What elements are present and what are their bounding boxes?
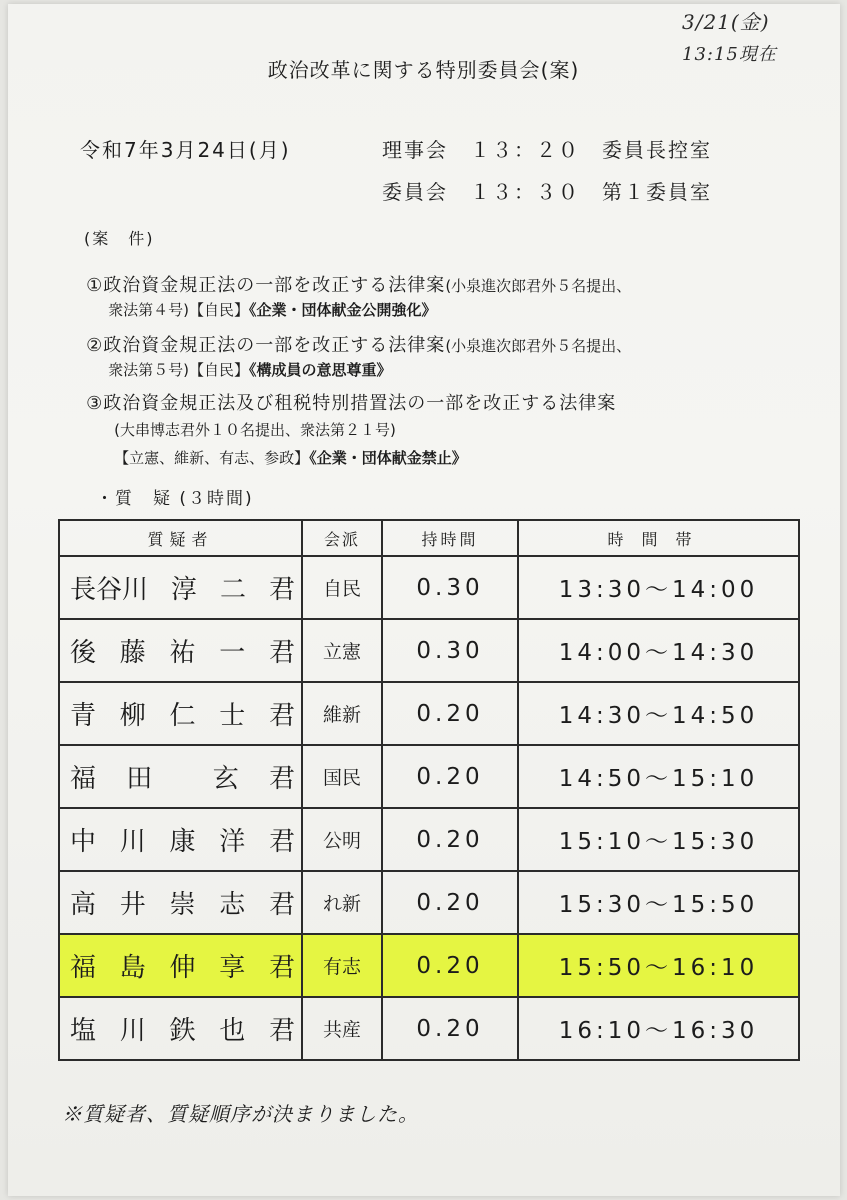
- table-row: [59, 934, 799, 997]
- name-char: 柳: [119, 701, 146, 731]
- agenda-item-2-summary: 《構成員の意思尊重》: [249, 361, 392, 379]
- timeslot-cell: 16:10〜16:30: [518, 997, 799, 1060]
- name-char: 中: [70, 827, 97, 857]
- name-char: 田: [126, 764, 153, 794]
- table-row: [59, 871, 799, 934]
- name-char: 青: [70, 701, 97, 731]
- name-char: 祐: [169, 638, 196, 668]
- agenda-item-3-bill-no: (大串博志君外１０名提出、衆法第２１号): [114, 421, 396, 439]
- questioner-name-text: [60, 569, 301, 606]
- timeslot-cell: 15:50〜16:10: [518, 934, 799, 997]
- name-char: 塩: [70, 1016, 97, 1046]
- duration-cell: 0.20: [382, 871, 518, 934]
- handwritten-date: 3/21(金): [682, 10, 770, 34]
- name-char: 川: [119, 827, 146, 857]
- faction-cell: 共産: [302, 997, 382, 1060]
- name-char: 康: [169, 827, 196, 857]
- agenda-item-3-title: ③政治資金規正法及び租税特別措置法の一部を改正する法律案: [86, 393, 617, 414]
- agenda-item-3-summary: 《企業・団体献金禁止》: [309, 449, 467, 467]
- name-char: 後: [70, 638, 97, 668]
- timeslot-cell: 15:30〜15:50: [518, 871, 799, 934]
- timeslot-cell: 14:30〜14:50: [518, 682, 799, 745]
- faction-cell: 立憲: [302, 619, 382, 682]
- name-char: 福: [70, 764, 97, 794]
- name-char: 君: [268, 701, 295, 731]
- faction-cell: 公明: [302, 808, 382, 871]
- table-header-row: [59, 520, 799, 556]
- name-char: 君: [268, 827, 295, 857]
- table-row: [59, 997, 799, 1060]
- table-row: [59, 556, 799, 619]
- column-header-timeslot: 時間帯: [518, 520, 799, 556]
- duration-cell: 0.20: [382, 745, 518, 808]
- agenda-item-1-title: ①政治資金規正法の一部を改正する法律案: [86, 275, 446, 296]
- name-char: 一: [219, 638, 246, 668]
- name-char: 崇: [169, 890, 196, 920]
- name-char: 也: [219, 1016, 246, 1046]
- questioner-name: [59, 997, 302, 1060]
- faction-cell: 自民: [302, 556, 382, 619]
- name-char: 君: [268, 1016, 295, 1046]
- questioner-name-text: [60, 884, 301, 921]
- meeting-date: 令和7年3月24日(月): [80, 138, 291, 162]
- questioner-name: [59, 808, 302, 871]
- name-char: 福: [70, 953, 97, 983]
- questioner-name-text: [60, 821, 301, 858]
- agenda-item-2-bill-no: 衆法第５号)【自民】: [108, 361, 250, 379]
- name-char: 玄: [212, 764, 239, 794]
- name-char: 君: [268, 638, 295, 668]
- agenda-item-1-bill-no: 衆法第４号)【自民】: [108, 301, 250, 319]
- duration-cell: 0.30: [382, 556, 518, 619]
- timeslot-cell: 13:30〜14:00: [518, 556, 799, 619]
- name-char: 志: [219, 890, 246, 920]
- questioner-name-text: [60, 695, 301, 732]
- questioner-name-text: [60, 1010, 301, 1047]
- name-char: 淳: [170, 575, 197, 605]
- questioner-name: [59, 871, 302, 934]
- name-char: 仁: [169, 701, 196, 731]
- name-char: 君: [268, 890, 295, 920]
- name-char: 君: [268, 953, 295, 983]
- questioner-name: [59, 682, 302, 745]
- questioner-table: [58, 519, 800, 1061]
- timeslot-cell: 15:10〜15:30: [518, 808, 799, 871]
- column-header-faction: 会派: [302, 520, 382, 556]
- table-row: [59, 745, 799, 808]
- questions-heading: ・質 疑 (３時間): [96, 489, 254, 509]
- name-char: 君: [268, 575, 295, 605]
- name-char: 君: [268, 764, 295, 794]
- questioner-name-text: [60, 632, 301, 669]
- name-char: 享: [219, 953, 246, 983]
- name-char: 鉄: [169, 1016, 196, 1046]
- agenda-item-1-note: (小泉進次郎君外５名提出、: [445, 277, 632, 295]
- agenda-item-2-title: ②政治資金規正法の一部を改正する法律案: [86, 335, 446, 356]
- timeslot-cell: 14:00〜14:30: [518, 619, 799, 682]
- agenda-heading: (案 件): [84, 229, 155, 248]
- questioner-name-text: [60, 947, 301, 984]
- questioner-name: [59, 934, 302, 997]
- table-row: [59, 619, 799, 682]
- duration-cell: 0.20: [382, 808, 518, 871]
- faction-cell: 有志: [302, 934, 382, 997]
- duration-cell: 0.20: [382, 934, 518, 997]
- questioner-name: [59, 745, 302, 808]
- questioner-name: [59, 556, 302, 619]
- questioner-name: [59, 619, 302, 682]
- agenda-item-1-summary: 《企業・団体献金公開強化》: [249, 301, 437, 319]
- handwritten-time: 13:15現在: [682, 44, 777, 65]
- name-char: 藤: [119, 638, 146, 668]
- column-header-duration: 持時間: [382, 520, 518, 556]
- name-char: 二: [219, 575, 246, 605]
- column-header-questioner: 質疑者: [59, 520, 302, 556]
- name-char: 島: [119, 953, 146, 983]
- duration-cell: 0.30: [382, 619, 518, 682]
- committee-meeting-line: 委員会 １３：３０ 第１委員室: [382, 180, 712, 204]
- timeslot-cell: 14:50〜15:10: [518, 745, 799, 808]
- duration-cell: 0.20: [382, 682, 518, 745]
- table-row: [59, 808, 799, 871]
- duration-cell: 0.20: [382, 997, 518, 1060]
- faction-cell: 国民: [302, 745, 382, 808]
- board-meeting-line: 理事会 １３：２０ 委員長控室: [382, 138, 712, 162]
- name-char: 伸: [169, 953, 196, 983]
- name-char: 洋: [219, 827, 246, 857]
- name-char: 長谷川: [70, 575, 149, 605]
- faction-cell: れ新: [302, 871, 382, 934]
- name-char: 高: [70, 890, 97, 920]
- faction-cell: 維新: [302, 682, 382, 745]
- name-char: 士: [219, 701, 246, 731]
- table-row: [59, 682, 799, 745]
- document-title: 政治改革に関する特別委員会(案): [267, 58, 580, 82]
- name-char: 川: [119, 1016, 146, 1046]
- agenda-item-3-factions: [104, 428, 467, 468]
- agenda-item-2-note: (小泉進次郎君外５名提出、: [445, 337, 632, 355]
- agenda-item-3-parties: 【立憲、維新、有志、参政】: [114, 449, 310, 467]
- handwritten-footnote: ※質疑者、質疑順序が決まりました。: [62, 1102, 419, 1126]
- questioner-name-text: [60, 758, 301, 795]
- name-char: 井: [119, 890, 146, 920]
